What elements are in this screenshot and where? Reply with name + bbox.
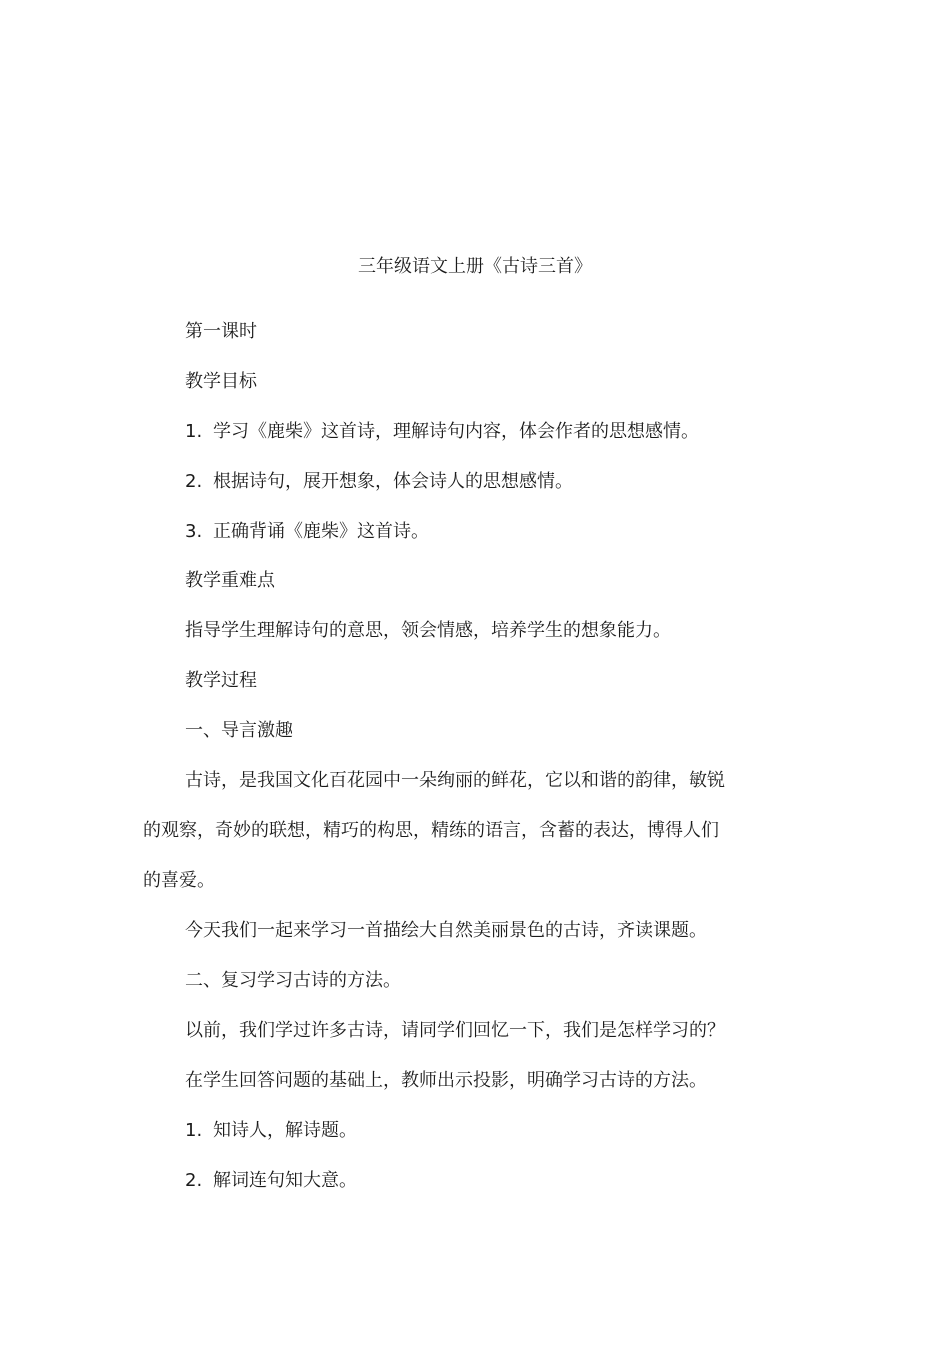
goal-text: 正确背诵《鹿柴》这首诗。 — [213, 521, 429, 542]
goal-number: 1. — [185, 421, 203, 442]
method-item-1 — [185, 1118, 357, 1144]
process-heading: 教学过程 — [185, 670, 257, 691]
goal-number: 2. — [185, 471, 203, 492]
goals-heading: 教学目标 — [185, 371, 257, 392]
key-points-text: 指导学生理解诗句的意思，领会情感，培养学生的想象能力。 — [185, 620, 671, 641]
method-text: 解词连句知大意。 — [213, 1170, 357, 1191]
goal-text: 学习《鹿柴》这首诗，理解诗句内容，体会作者的思想感情。 — [213, 421, 699, 442]
document-title: 三年级语文上册《古诗三首》 — [358, 256, 592, 277]
section1-heading: 一、导言激趣 — [185, 720, 293, 741]
section1-paragraph-line-3: 的喜爱。 — [143, 870, 215, 891]
method-text: 知诗人，解诗题。 — [213, 1120, 357, 1141]
section2-heading: 二、复习学习古诗的方法。 — [185, 970, 401, 991]
goal-item-3 — [185, 519, 429, 545]
goal-number: 3. — [185, 521, 203, 542]
method-number: 2. — [185, 1170, 203, 1191]
section2-paragraph-1: 以前，我们学过许多古诗，请同学们回忆一下，我们是怎样学习的？ — [185, 1020, 725, 1041]
method-number: 1. — [185, 1120, 203, 1141]
goal-text: 根据诗句，展开想象，体会诗人的思想感情。 — [213, 471, 573, 492]
lesson-label: 第一课时 — [185, 321, 257, 342]
goal-item-1 — [185, 419, 699, 445]
section2-paragraph-2: 在学生回答问题的基础上，教师出示投影，明确学习古诗的方法。 — [185, 1070, 707, 1091]
goal-item-2 — [185, 469, 573, 495]
method-item-2 — [185, 1168, 357, 1194]
section1-paragraph-line-1: 古诗，是我国文化百花园中一朵绚丽的鲜花，它以和谐的韵律，敏锐 — [185, 770, 725, 791]
section1-paragraph-line-2: 的观察，奇妙的联想，精巧的构思，精练的语言，含蓄的表达，博得人们 — [143, 820, 719, 841]
key-points-heading: 教学重难点 — [185, 570, 275, 591]
section1-paragraph-2: 今天我们一起来学习一首描绘大自然美丽景色的古诗，齐读课题。 — [185, 920, 707, 941]
